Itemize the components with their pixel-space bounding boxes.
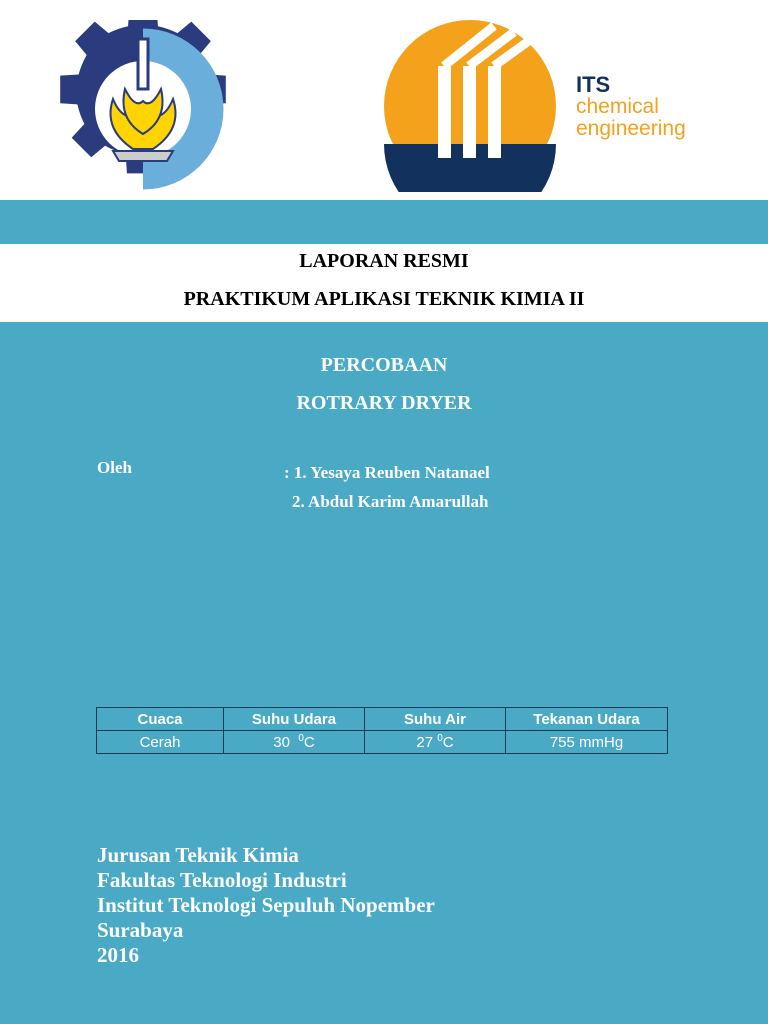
wordmark-its: ITS (576, 72, 611, 97)
report-title: LAPORAN RESMI (299, 250, 469, 272)
its-chemical-engineering-logo (378, 20, 563, 192)
water-temp-value: 27 (416, 734, 434, 751)
cell-air-temp (224, 731, 365, 754)
chemical-engineering-wordmark (576, 74, 686, 140)
experiment-name: ROTRARY DRYER (296, 392, 472, 414)
institute: Institut Teknologi Sepuluh Nopember (97, 893, 435, 917)
table-header-row (97, 708, 668, 731)
cell-pressure: 755 mmHg (506, 731, 668, 754)
wordmark-engineering: engineering (576, 117, 686, 140)
course-title: PRAKTIKUM APLIKASI TEKNIK KIMIA II (183, 288, 585, 310)
header-pressure: Tekanan Udara (506, 708, 668, 731)
year: 2016 (97, 943, 139, 967)
header-water-temp: Suhu Air (365, 708, 506, 731)
header-weather: Cuaca (97, 708, 224, 731)
author-1: : 1. Yesaya Reuben Natanael (284, 463, 490, 482)
author-2: 2. Abdul Karim Amarullah (292, 492, 489, 511)
department: Jurusan Teknik Kimia (97, 843, 299, 867)
degree-mark: 0 (298, 733, 304, 744)
title-strip (0, 244, 768, 322)
city: Surabaya (97, 918, 184, 942)
wordmark-chemical: chemical (576, 95, 659, 118)
temp-unit: C (303, 734, 315, 751)
logo-header (0, 0, 768, 200)
cell-weather: Cerah (97, 731, 224, 754)
authors-label: Oleh (97, 458, 132, 477)
authors-list (284, 458, 490, 516)
table-row (97, 731, 668, 754)
top-color-band (0, 200, 768, 244)
experiment-label: PERCOBAAN (320, 354, 448, 376)
temp-unit: C (442, 734, 454, 751)
header-air-temp: Suhu Udara (224, 708, 365, 731)
institution-block (97, 843, 435, 968)
conditions-table (96, 707, 668, 754)
faculty: Fakultas Teknologi Industri (97, 868, 347, 892)
degree-mark: 0 (437, 733, 443, 744)
its-emblem-logo (50, 20, 236, 198)
cell-water-temp (365, 731, 506, 754)
air-temp-value: 30 (273, 734, 290, 751)
